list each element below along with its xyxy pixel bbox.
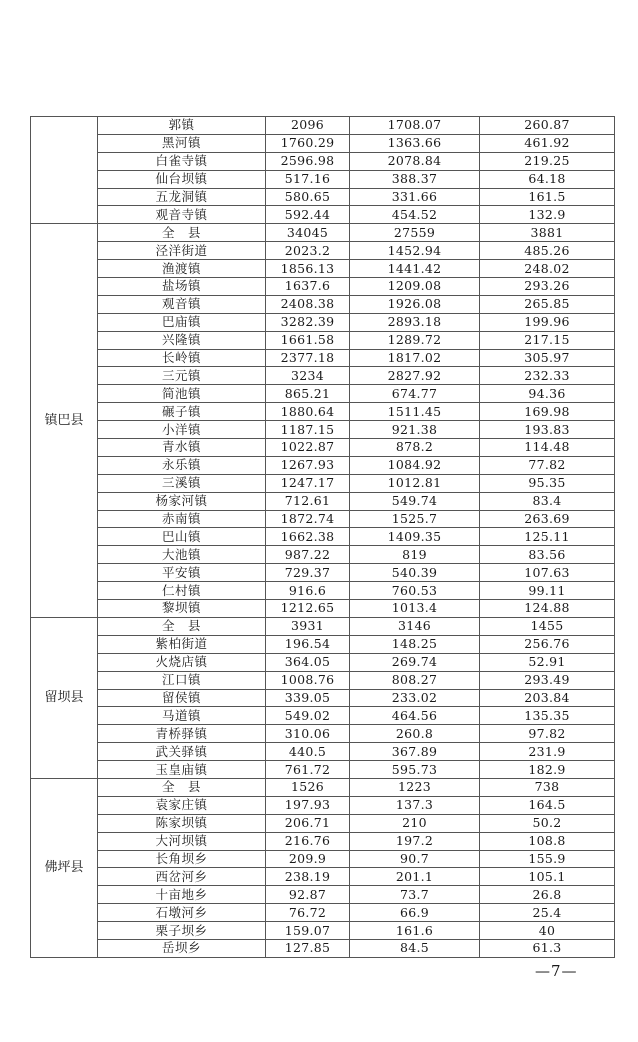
table-row [31,349,615,367]
town-cell: 简池镇 [98,385,266,403]
value-cell-1: 159.07 [266,922,350,940]
town-cell: 兴隆镇 [98,331,266,349]
town-cell: 黎坝镇 [98,600,266,618]
value-cell-3: 83.4 [480,492,615,510]
table-row [31,778,615,796]
township-data-table [30,116,615,958]
town-cell: 观音镇 [98,295,266,313]
town-cell: 大河坝镇 [98,832,266,850]
value-cell-2: 84.5 [350,939,480,957]
value-cell-1: 206.71 [266,814,350,832]
value-cell-3: 256.76 [480,635,615,653]
value-cell-2: 878.2 [350,439,480,457]
value-cell-3: 3881 [480,224,615,242]
table-body [31,117,615,958]
value-cell-1: 761.72 [266,761,350,779]
table-row [31,832,615,850]
value-cell-3: 61.3 [480,939,615,957]
value-cell-3: 124.88 [480,600,615,618]
value-cell-3: 125.11 [480,528,615,546]
value-cell-2: 269.74 [350,653,480,671]
town-cell: 栗子坝乡 [98,922,266,940]
table-row [31,170,615,188]
table-row [31,707,615,725]
value-cell-1: 1526 [266,778,350,796]
value-cell-1: 216.76 [266,832,350,850]
value-cell-3: 25.4 [480,904,615,922]
table-row [31,367,615,385]
town-cell: 火烧店镇 [98,653,266,671]
value-cell-3: 161.5 [480,188,615,206]
table-row [31,295,615,313]
value-cell-1: 34045 [266,224,350,242]
table-row [31,528,615,546]
value-cell-3: 232.33 [480,367,615,385]
value-cell-3: 94.36 [480,385,615,403]
value-cell-1: 729.37 [266,564,350,582]
table-row [31,600,615,618]
value-cell-2: 1452.94 [350,242,480,260]
value-cell-2: 1926.08 [350,295,480,313]
table-row [31,922,615,940]
value-cell-3: 50.2 [480,814,615,832]
town-cell: 小洋镇 [98,421,266,439]
value-cell-3: 199.96 [480,313,615,331]
town-cell: 全 县 [98,778,266,796]
value-cell-2: 1525.7 [350,510,480,528]
value-cell-3: 169.98 [480,403,615,421]
town-cell: 赤南镇 [98,510,266,528]
table-row [31,617,615,635]
value-cell-2: 210 [350,814,480,832]
value-cell-1: 592.44 [266,206,350,224]
value-cell-2: 233.02 [350,689,480,707]
value-cell-1: 339.05 [266,689,350,707]
value-cell-1: 865.21 [266,385,350,403]
table-row [31,385,615,403]
value-cell-1: 2023.2 [266,242,350,260]
value-cell-1: 1212.65 [266,600,350,618]
table-row [31,278,615,296]
table-row [31,206,615,224]
value-cell-2: 2893.18 [350,313,480,331]
town-cell: 大池镇 [98,546,266,564]
town-cell: 全 县 [98,617,266,635]
value-cell-3: 108.8 [480,832,615,850]
town-cell: 三溪镇 [98,474,266,492]
town-cell: 杨家河镇 [98,492,266,510]
value-cell-2: 540.39 [350,564,480,582]
table-row [31,850,615,868]
value-cell-2: 1708.07 [350,117,480,135]
table-row [31,134,615,152]
town-cell: 永乐镇 [98,456,266,474]
value-cell-1: 2408.38 [266,295,350,313]
town-cell: 西岔河乡 [98,868,266,886]
value-cell-3: 99.11 [480,582,615,600]
table-row [31,188,615,206]
table-row [31,439,615,457]
table-row [31,260,615,278]
town-cell: 巴山镇 [98,528,266,546]
table-row [31,796,615,814]
value-cell-2: 27559 [350,224,480,242]
value-cell-1: 2377.18 [266,349,350,367]
value-cell-1: 916.6 [266,582,350,600]
value-cell-2: 1409.35 [350,528,480,546]
town-cell: 渔渡镇 [98,260,266,278]
value-cell-3: 193.83 [480,421,615,439]
table-row [31,474,615,492]
value-cell-3: 305.97 [480,349,615,367]
town-cell: 三元镇 [98,367,266,385]
value-cell-2: 1012.81 [350,474,480,492]
value-cell-2: 2827.92 [350,367,480,385]
table-row [31,331,615,349]
town-cell: 袁家庄镇 [98,796,266,814]
town-cell: 江口镇 [98,671,266,689]
town-cell: 仙台坝镇 [98,170,266,188]
value-cell-3: 738 [480,778,615,796]
value-cell-2: 921.38 [350,421,480,439]
value-cell-2: 260.8 [350,725,480,743]
table-row [31,635,615,653]
value-cell-2: 137.3 [350,796,480,814]
value-cell-3: 95.35 [480,474,615,492]
value-cell-1: 1187.15 [266,421,350,439]
value-cell-1: 712.61 [266,492,350,510]
value-cell-2: 388.37 [350,170,480,188]
table-row [31,582,615,600]
value-cell-3: 97.82 [480,725,615,743]
value-cell-1: 92.87 [266,886,350,904]
value-cell-1: 1880.64 [266,403,350,421]
value-cell-1: 209.9 [266,850,350,868]
value-cell-2: 1441.42 [350,260,480,278]
value-cell-3: 164.5 [480,796,615,814]
town-cell: 黑河镇 [98,134,266,152]
value-cell-1: 1856.13 [266,260,350,278]
town-cell: 全 县 [98,224,266,242]
town-cell: 紫柏街道 [98,635,266,653]
value-cell-3: 485.26 [480,242,615,260]
value-cell-3: 461.92 [480,134,615,152]
town-cell: 碾子镇 [98,403,266,421]
table-row [31,313,615,331]
table-row [31,117,615,135]
value-cell-2: 1289.72 [350,331,480,349]
town-cell: 长角坝乡 [98,850,266,868]
town-cell: 长岭镇 [98,349,266,367]
table-row [31,510,615,528]
value-cell-2: 1511.45 [350,403,480,421]
value-cell-1: 197.93 [266,796,350,814]
value-cell-1: 440.5 [266,743,350,761]
town-cell: 泾洋街道 [98,242,266,260]
value-cell-3: 231.9 [480,743,615,761]
value-cell-2: 464.56 [350,707,480,725]
value-cell-1: 1008.76 [266,671,350,689]
table-row [31,242,615,260]
town-cell: 岳坝乡 [98,939,266,957]
table-row [31,904,615,922]
town-cell: 白雀寺镇 [98,152,266,170]
value-cell-1: 580.65 [266,188,350,206]
value-cell-1: 1022.87 [266,439,350,457]
value-cell-2: 73.7 [350,886,480,904]
value-cell-1: 127.85 [266,939,350,957]
value-cell-2: 808.27 [350,671,480,689]
value-cell-3: 219.25 [480,152,615,170]
value-cell-2: 1084.92 [350,456,480,474]
value-cell-2: 1209.08 [350,278,480,296]
town-cell: 郭镇 [98,117,266,135]
value-cell-2: 454.52 [350,206,480,224]
value-cell-1: 549.02 [266,707,350,725]
table-row [31,456,615,474]
value-cell-1: 3931 [266,617,350,635]
value-cell-3: 265.85 [480,295,615,313]
value-cell-3: 52.91 [480,653,615,671]
value-cell-3: 64.18 [480,170,615,188]
town-cell: 巴庙镇 [98,313,266,331]
value-cell-2: 819 [350,546,480,564]
value-cell-3: 40 [480,922,615,940]
value-cell-1: 1637.6 [266,278,350,296]
value-cell-1: 1760.29 [266,134,350,152]
table-row [31,725,615,743]
value-cell-3: 1455 [480,617,615,635]
town-cell: 马道镇 [98,707,266,725]
value-cell-1: 1247.17 [266,474,350,492]
value-cell-1: 238.19 [266,868,350,886]
table-row [31,152,615,170]
value-cell-3: 132.9 [480,206,615,224]
table-row [31,492,615,510]
value-cell-2: 1817.02 [350,349,480,367]
value-cell-2: 1363.66 [350,134,480,152]
value-cell-3: 26.8 [480,886,615,904]
town-cell: 十亩地乡 [98,886,266,904]
town-cell: 五龙洞镇 [98,188,266,206]
county-cell: 佛坪县 [31,778,98,957]
value-cell-1: 1267.93 [266,456,350,474]
town-cell: 仁村镇 [98,582,266,600]
table-row [31,689,615,707]
value-cell-2: 595.73 [350,761,480,779]
town-cell: 玉皇庙镇 [98,761,266,779]
value-cell-1: 310.06 [266,725,350,743]
value-cell-1: 517.16 [266,170,350,188]
table-row [31,671,615,689]
town-cell: 平安镇 [98,564,266,582]
value-cell-2: 2078.84 [350,152,480,170]
value-cell-2: 331.66 [350,188,480,206]
value-cell-3: 248.02 [480,260,615,278]
value-cell-2: 197.2 [350,832,480,850]
table-row [31,564,615,582]
value-cell-3: 83.56 [480,546,615,564]
value-cell-1: 76.72 [266,904,350,922]
value-cell-2: 1013.4 [350,600,480,618]
value-cell-2: 760.53 [350,582,480,600]
value-cell-3: 260.87 [480,117,615,135]
value-cell-1: 1872.74 [266,510,350,528]
value-cell-3: 182.9 [480,761,615,779]
value-cell-2: 1223 [350,778,480,796]
table-row [31,939,615,957]
table-row [31,421,615,439]
table-row [31,224,615,242]
value-cell-2: 3146 [350,617,480,635]
value-cell-3: 263.69 [480,510,615,528]
value-cell-3: 107.63 [480,564,615,582]
value-cell-3: 217.15 [480,331,615,349]
value-cell-3: 114.48 [480,439,615,457]
value-cell-1: 2096 [266,117,350,135]
table-row [31,743,615,761]
table-row [31,761,615,779]
value-cell-1: 3282.39 [266,313,350,331]
value-cell-2: 549.74 [350,492,480,510]
value-cell-1: 196.54 [266,635,350,653]
table-row [31,886,615,904]
value-cell-3: 135.35 [480,707,615,725]
value-cell-1: 1662.38 [266,528,350,546]
value-cell-1: 364.05 [266,653,350,671]
value-cell-1: 3234 [266,367,350,385]
town-cell: 青水镇 [98,439,266,457]
town-cell: 青桥驿镇 [98,725,266,743]
table-row [31,868,615,886]
value-cell-3: 203.84 [480,689,615,707]
town-cell: 石墩河乡 [98,904,266,922]
value-cell-3: 293.49 [480,671,615,689]
town-cell: 盐场镇 [98,278,266,296]
page-number: —7— [535,962,578,980]
value-cell-2: 367.89 [350,743,480,761]
value-cell-2: 161.6 [350,922,480,940]
value-cell-1: 987.22 [266,546,350,564]
value-cell-2: 66.9 [350,904,480,922]
value-cell-2: 674.77 [350,385,480,403]
town-cell: 观音寺镇 [98,206,266,224]
value-cell-3: 155.9 [480,850,615,868]
town-cell: 陈家坝镇 [98,814,266,832]
table-row [31,814,615,832]
county-cell [31,117,98,224]
table-row [31,546,615,564]
value-cell-2: 148.25 [350,635,480,653]
value-cell-3: 105.1 [480,868,615,886]
value-cell-3: 77.82 [480,456,615,474]
value-cell-2: 201.1 [350,868,480,886]
value-cell-1: 2596.98 [266,152,350,170]
value-cell-2: 90.7 [350,850,480,868]
table-row [31,653,615,671]
table-row [31,403,615,421]
county-cell: 镇巴县 [31,224,98,618]
county-cell: 留坝县 [31,617,98,778]
value-cell-1: 1661.58 [266,331,350,349]
value-cell-3: 293.26 [480,278,615,296]
town-cell: 武关驿镇 [98,743,266,761]
town-cell: 留侯镇 [98,689,266,707]
